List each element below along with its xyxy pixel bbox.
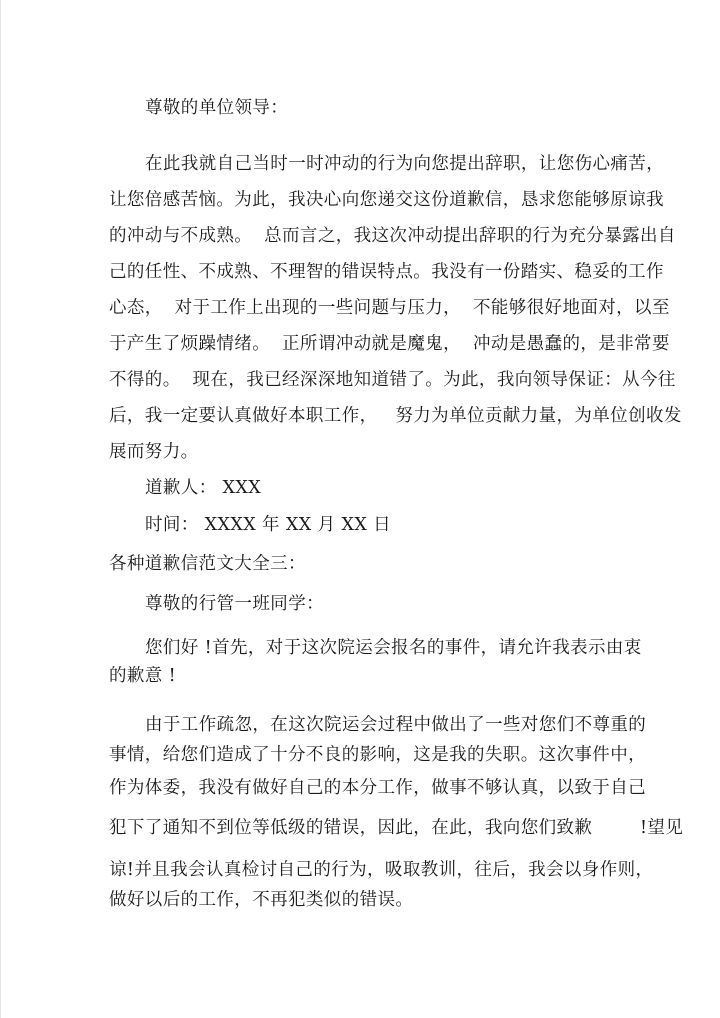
letter1-body-line: 展而努力。 bbox=[109, 442, 199, 462]
letter2-body-line: 作为体委，我没有做好自己的本分工作，做事不够认真，以致于自己 bbox=[109, 778, 646, 798]
letter2-body-line: 您们好 !首先，对于这次院运会报名的事件，请允许我表示由衷 bbox=[145, 638, 642, 658]
letter2-body-line: 由于工作疏忽，在这次院运会过程中做出了一些对您们不尊重的 bbox=[145, 715, 647, 735]
letter2-body-line: 事情，给您们造成了十分不良的影响，这是我的失职。这次事件中， bbox=[109, 745, 646, 765]
letter1-date: 时间： XXXX 年 XX 月 XX 日 bbox=[145, 515, 392, 535]
letter2-salutation: 尊敬的行管一班同学： bbox=[145, 594, 324, 614]
letter1-body-line: 于产生了烦躁情绪。 正所谓冲动就是魔鬼， 冲动是愚蠢的，是非常要 bbox=[109, 334, 670, 354]
letter1-body-line: 后，我一定要认真做好本职工作， 努力为单位贡献力量，为单位创收发 bbox=[109, 406, 682, 426]
letter2-body-line: 做好以后的工作，不再犯类似的错误。 bbox=[109, 890, 414, 910]
letter1-body-line: 让您倍感苦恼。为此，我决心向您递交这份道歉信，恳求您能够原谅我 bbox=[109, 190, 664, 210]
letter2-body-line: 犯下了通知不到位等低级的错误，因此，在此，我向您们致歉 !望见 bbox=[109, 818, 684, 838]
letter2-body-line: 的歉意 ! bbox=[109, 666, 177, 686]
letter1-signer: 道歉人： XXX bbox=[145, 478, 262, 498]
letter1-body-line: 心态， 对于工作上出现的一些问题与压力， 不能够很好地面对，以至 bbox=[109, 298, 670, 318]
letter1-body-line: 不得的。 现在，我已经深深地知道错了。为此，我向领导保证：从今往 bbox=[109, 370, 676, 390]
letter2-body-line: 谅!并且我会认真检讨自己的行为，吸取教训，往后，我会以身作则， bbox=[109, 860, 654, 880]
letter1-body-line: 的冲动与不成熟。 总而言之，我这次冲动提出辞职的行为充分暴露出自 bbox=[109, 226, 676, 246]
section-heading: 各种道歉信范文大全三： bbox=[109, 554, 306, 574]
letter1-body-line: 在此我就自己当时一时冲动的行为向您提出辞职，让您伤心痛苦， bbox=[145, 154, 665, 174]
letter1-body-line: 己的任性、不成熟、不理智的错误特点。我没有一份踏实、稳妥的工作 bbox=[109, 262, 664, 282]
letter1-salutation: 尊敬的单位领导： bbox=[145, 98, 289, 118]
